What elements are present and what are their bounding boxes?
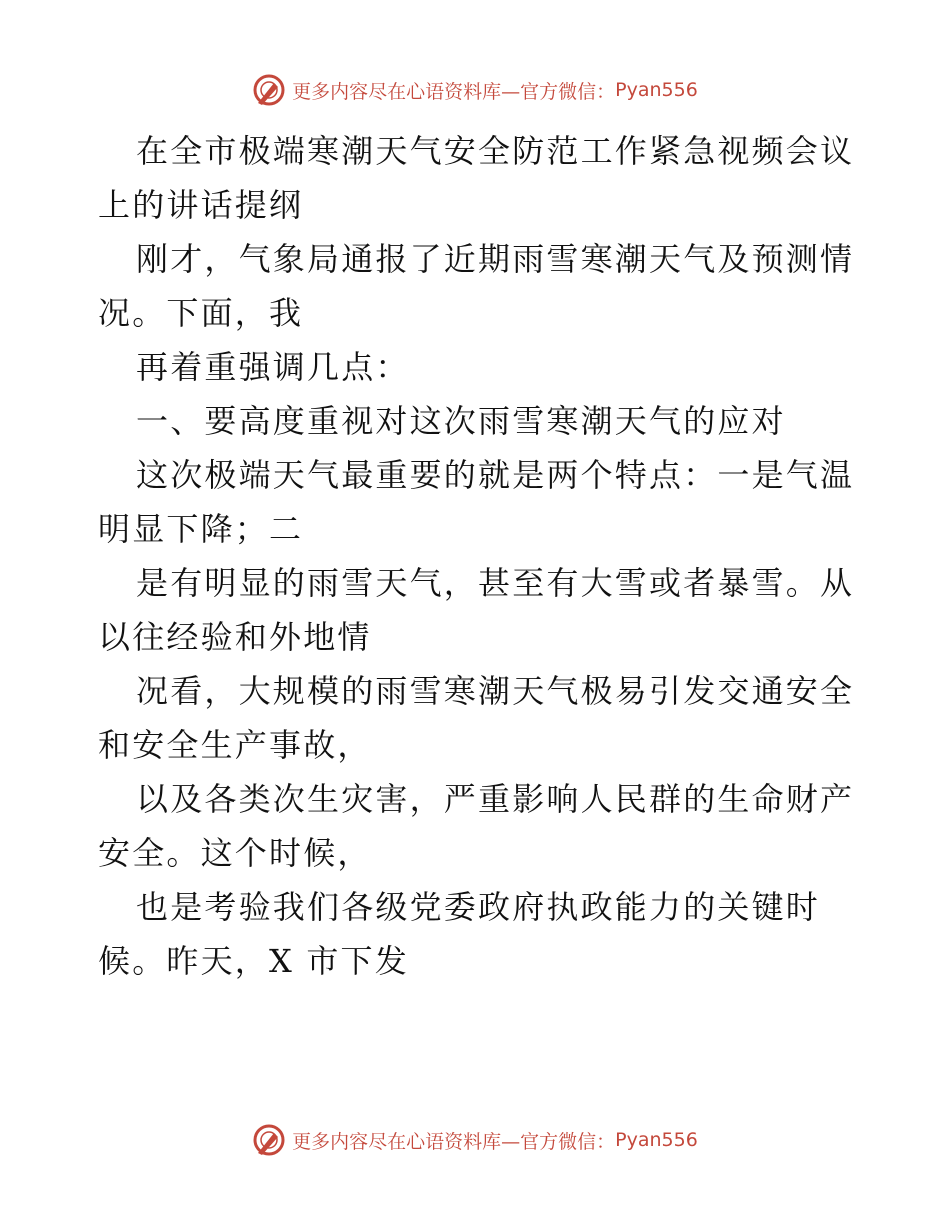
paragraph: 刚才，气象局通报了近期雨雪寒潮天气及预测情 况。下面，我 [98,240,855,332]
paragraph: 是有明显的雨雪天气，甚至有大雪或者暴雪。从 以往经验和外地情 [98,564,855,656]
banner-text: 更多内容尽在心语资料库—官方微信： [292,80,616,103]
wechat-id: Pyan556 [615,1129,698,1151]
wechat-id: Pyan556 [615,79,698,101]
footer-banner [0,1120,950,1160]
document-body [98,124,858,988]
section-heading: 一、要高度重视对这次雨雪寒潮天气的应对 [136,402,786,440]
banner-text: 更多内容尽在心语资料库—官方微信： [292,1130,616,1153]
header-banner [0,70,950,110]
paragraph: 再着重强调几点： [136,348,410,386]
paragraph: 这次极端天气最重要的就是两个特点：一是气温 明显下降；二 [98,456,855,548]
paragraph: 也是考验我们各级党委政府执政能力的关键时 候。昨天，X 市下发 [98,888,821,980]
pen-logo-icon [252,73,286,107]
pen-logo-icon [252,1123,286,1157]
paragraph: 况看，大规模的雨雪寒潮天气极易引发交通安全 和安全生产事故， [98,672,855,764]
document-title: 在全市极端寒潮天气安全防范工作紧急视频会议 上的讲话提纲 [98,132,855,224]
paragraph: 以及各类次生灾害，严重影响人民群的生命财产 安全。这个时候， [98,780,855,872]
